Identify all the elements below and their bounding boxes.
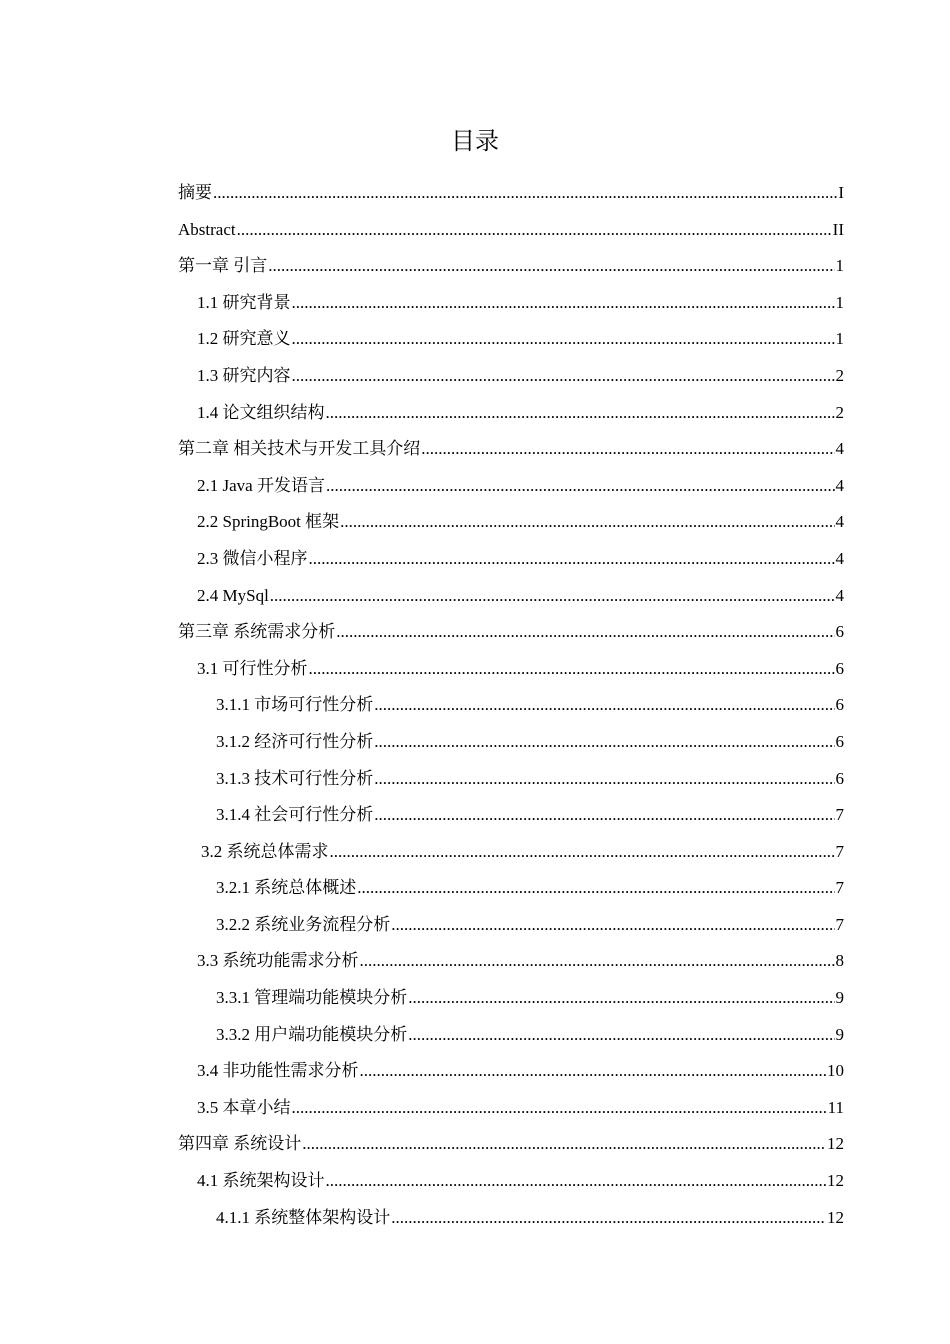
toc-entry-label: 2.3 微信小程序 [197,548,308,568]
toc-entry[interactable] [178,761,844,798]
toc-entry-label: 4.1 系统架构设计 [197,1171,325,1191]
toc-entry[interactable] [178,504,844,541]
toc-dot-leader [268,248,834,285]
toc-entry-page-number: 6 [835,695,844,715]
toc-entry[interactable] [178,468,844,505]
toc-dot-leader [309,541,835,578]
toc-entry[interactable] [178,175,844,212]
toc-entry-label: 1.3 研究内容 [197,365,291,385]
toc-entry[interactable] [178,834,844,871]
toc-entry-page-number: 12 [827,1207,844,1227]
toc-entry-page-number: 12 [827,1134,844,1154]
toc-entry[interactable] [178,1163,844,1200]
toc-entry-page-number: 10 [827,1061,844,1081]
toc-entry[interactable] [178,1090,844,1127]
toc-entry-page-number: 4 [835,475,844,495]
toc-dot-leader [237,212,832,249]
toc-entry-label: 1.4 论文组织结构 [197,402,325,422]
toc-entry-page-number: 7 [835,805,844,825]
toc-dot-leader [292,1090,827,1127]
toc-entry-page-number: 4 [835,585,844,605]
page-title: 目录 [451,127,499,155]
toc-entry-label: 3.2.1 系统总体概述 [216,878,357,898]
toc-entry-page-number: 6 [835,731,844,751]
toc-entry-label: 3.3.1 管理端功能模块分析 [216,988,408,1008]
toc-entry[interactable] [178,358,844,395]
toc-entry-label: 3.2.2 系统业务流程分析 [216,914,391,934]
toc-entry-page-number: 2 [835,402,844,422]
toc-entry-page-number: 7 [835,841,844,861]
toc-dot-leader [326,468,835,505]
toc-dot-leader [357,870,834,907]
toc-entry-label: 摘要 [178,183,212,202]
toc-dot-leader [302,1126,826,1163]
toc-entry-label: 3.1.4 社会可行性分析 [216,805,374,825]
toc-entry-label: 3.1.3 技术可行性分析 [216,768,374,788]
toc-entry[interactable] [178,907,844,944]
toc-entry-label: 3.1 可行性分析 [197,658,308,678]
toc-entry-page-number: 6 [835,768,844,788]
toc-entry[interactable] [178,1200,844,1237]
toc-entry-page-number: I [838,183,844,202]
toc-entry-page-number: 1 [835,256,844,276]
toc-dot-leader [391,907,834,944]
toc-entry-page-number: 8 [835,951,844,971]
toc-entry[interactable] [178,943,844,980]
toc-entry-label: 2.4 MySql [197,585,269,605]
toc-entry[interactable] [178,1017,844,1054]
toc-entry-page-number: 9 [835,988,844,1008]
toc-dot-leader [374,687,834,724]
toc-entry-label: Abstract [178,219,236,239]
table-of-contents [178,175,844,1236]
toc-dot-leader [330,834,835,871]
toc-dot-leader [326,395,835,432]
toc-entry[interactable] [178,651,844,688]
toc-dot-leader [360,943,835,980]
toc-entry-label: 3.3.2 用户端功能模块分析 [216,1024,408,1044]
toc-entry[interactable] [178,614,844,651]
toc-dot-leader [292,358,835,395]
toc-entry-page-number: 1 [835,292,844,312]
toc-dot-leader [270,578,835,615]
toc-dot-leader [213,175,837,212]
toc-entry-label: 2.2 SpringBoot 框架 [197,512,340,532]
toc-entry-label: 第四章 系统设计 [178,1134,302,1154]
toc-entry[interactable] [178,321,844,358]
toc-entry[interactable] [178,212,844,249]
toc-entry-label: 第一章 引言 [178,256,268,276]
toc-entry-page-number: 4 [835,512,844,532]
toc-entry-label: 3.1.2 经济可行性分析 [216,731,374,751]
toc-entry-page-number: 4 [835,439,844,459]
toc-dot-leader [309,651,835,688]
toc-dot-leader [326,1163,827,1200]
toc-entry-label: 2.1 Java 开发语言 [197,475,325,495]
toc-entry-page-number: 12 [827,1171,844,1191]
toc-entry-page-number: 4 [835,548,844,568]
toc-dot-leader [408,1017,834,1054]
toc-entry-page-number: 9 [835,1024,844,1044]
toc-entry[interactable] [178,285,844,322]
toc-dot-leader [421,431,834,468]
toc-entry-label: 1.2 研究意义 [197,329,291,349]
toc-entry-page-number: II [832,219,844,239]
toc-entry[interactable] [178,724,844,761]
toc-entry-label: 3.4 非功能性需求分析 [197,1061,359,1081]
toc-entry-page-number: 6 [835,622,844,642]
toc-entry-page-number: 6 [835,658,844,678]
toc-entry[interactable] [178,541,844,578]
toc-entry-label: 4.1.1 系统整体架构设计 [216,1207,391,1227]
toc-dot-leader [292,321,835,358]
toc-entry[interactable] [178,248,844,285]
toc-dot-leader [391,1200,826,1237]
toc-entry[interactable] [178,395,844,432]
toc-dot-leader [374,761,834,798]
toc-dot-leader [374,797,834,834]
toc-entry[interactable] [178,431,844,468]
toc-entry[interactable] [178,687,844,724]
toc-entry-page-number: 1 [835,329,844,349]
toc-entry-page-number: 11 [827,1097,844,1117]
toc-dot-leader [374,724,834,761]
toc-dot-leader [336,614,834,651]
toc-entry[interactable] [178,797,844,834]
toc-entry[interactable] [178,980,844,1017]
toc-dot-leader [408,980,834,1017]
toc-entry-label: 第三章 系统需求分析 [178,622,336,642]
toc-dot-leader [292,285,835,322]
toc-entry[interactable] [178,578,844,615]
toc-entry-label: 3.5 本章小结 [197,1097,291,1117]
toc-entry-page-number: 2 [835,365,844,385]
toc-dot-leader [340,504,834,541]
toc-entry-label: 3.1.1 市场可行性分析 [216,695,374,715]
toc-entry[interactable] [178,1126,844,1163]
toc-dot-leader [360,1053,827,1090]
toc-entry-label: 3.2 系统总体需求 [201,841,329,861]
toc-entry-label: 3.3 系统功能需求分析 [197,951,359,971]
toc-entry-label: 1.1 研究背景 [197,292,291,312]
toc-entry-page-number: 7 [835,914,844,934]
toc-entry-page-number: 7 [835,878,844,898]
toc-entry[interactable] [178,1053,844,1090]
toc-entry[interactable] [178,870,844,907]
toc-entry-label: 第二章 相关技术与开发工具介绍 [178,439,421,459]
